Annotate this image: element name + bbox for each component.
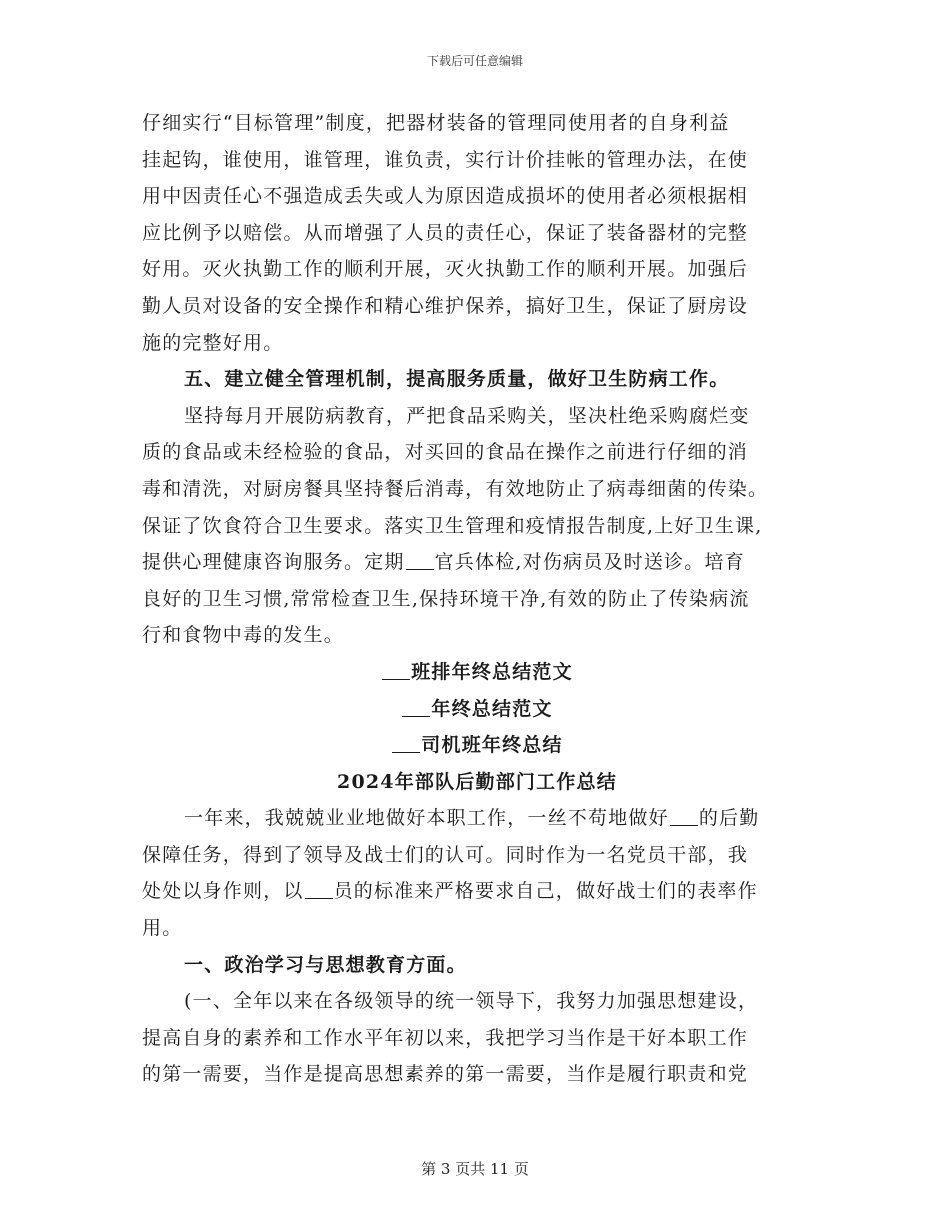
blank-underline [670, 824, 698, 826]
paragraph-line [142, 800, 812, 837]
paragraph-line: 用。 [142, 917, 183, 940]
blank-underline [402, 715, 430, 717]
text-segment: 员的标准来严格要求自己，做好战士们的表率作 [333, 880, 758, 903]
paragraph-line: 仔细实行“目标管理”制度，把器材装备的管理同使用者的自身利益 [142, 112, 730, 134]
related-title [142, 654, 812, 691]
section-heading-5: 五、建立健全管理机制，提高服务质量，做好卫生防病工作。 [184, 368, 730, 391]
section-heading-1: 一、政治学习与思想教育方面。 [184, 953, 467, 976]
text-segment: 一年来，我兢兢业业地做好本职工作，一丝不苟地做好 [184, 807, 669, 830]
paragraph-line: 毒和清洗，对厨房餐具坚持餐后消毒，有效地防止了病毒细菌的传染。 [142, 477, 769, 500]
paragraph-line: 提高自身的素养和工作水平年初以来，我把学习当作是干好本职工作 [142, 1026, 749, 1049]
paragraph-line: 勤人员对设备的安全操作和精心维护保养，搞好卫生，保证了厨房设 [142, 294, 749, 317]
paragraph-line: 良好的卫生习惯,常常检查卫生,保持环境干净,有效的防止了传染病流 [142, 587, 750, 610]
paragraph-line [142, 873, 812, 910]
paragraph-line: 用中因责任心不强造成丢失或人为原因造成损坏的使用者必须根据相 [142, 185, 749, 208]
paragraph-line: 的第一需要，当作是提高思想素养的第一需要，当作是履行职责和党 [142, 1063, 749, 1086]
blank-underline [392, 751, 420, 753]
blank-underline [305, 897, 333, 899]
text-segment: 提供心理健康咨询服务。定期 [142, 551, 405, 574]
paragraph-line: 质的食品或未经检验的食品，对买回的食品在操作之前进行仔细的消 [142, 441, 749, 464]
paragraph-line: 好用。灭火执勤工作的顺利开展，灭火执勤工作的顺利开展。加强后 [142, 258, 749, 281]
paragraph-line: 挂起钩，谁使用，谁管理，谁负责，实行计价挂帐的管理办法，在使 [142, 148, 749, 171]
paragraph-line: 行和食物中毒的发生。 [142, 624, 345, 647]
related-title-text: 班排年终总结范文 [411, 660, 573, 683]
related-title [142, 727, 812, 764]
paragraph-line [142, 544, 812, 581]
page-footer: 第 3 页共 11 页 [421, 1160, 529, 1178]
paragraph-line: 坚持每月开展防病教育，严把食品采购关，坚决杜绝采购腐烂变 [184, 404, 750, 427]
text-segment: 处处以身作则，以 [142, 880, 304, 903]
paragraph-line: (一、全年以来在各级领导的统一领导下，我努力加强思想建设， [184, 990, 759, 1013]
document-body [142, 105, 812, 1093]
related-title [142, 691, 812, 728]
blank-underline [382, 678, 410, 680]
related-title-text: 司机班年终总结 [421, 734, 563, 757]
text-segment: 的后勤 [698, 807, 760, 830]
related-title-text: 年终总结范文 [431, 697, 553, 720]
paragraph-line: 保障任务，得到了领导及战士们的认可。同时作为一名党员干部，我 [142, 843, 749, 866]
paragraph-line: 应比例予以赔偿。从而增强了人员的责任心，保证了装备器材的完整 [142, 221, 749, 244]
text-segment: 官兵体检,对伤病员及时送诊。培育 [434, 551, 745, 574]
blank-underline [406, 568, 434, 570]
paragraph-line: 施的完整好用。 [142, 331, 284, 354]
paragraph-line: 保证了饮食符合卫生要求。落实卫生管理和疫情报告制度,上好卫生课, [142, 514, 763, 537]
page-header: 下载后可任意编辑 [426, 54, 523, 68]
document-title: 2024年部队后勤部门工作总结 [337, 770, 617, 793]
